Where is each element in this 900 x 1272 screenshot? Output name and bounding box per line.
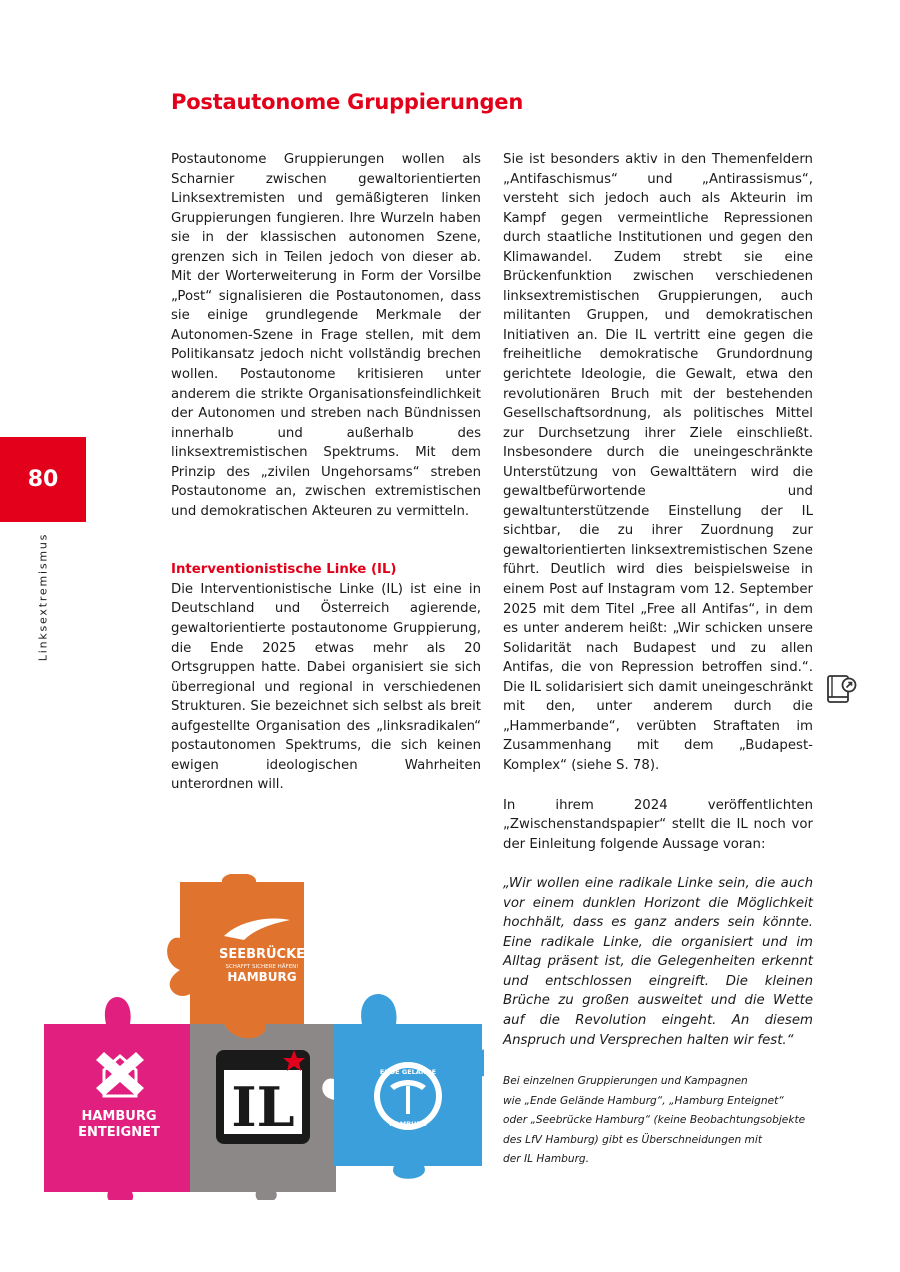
page-heading: Postautonome Gruppierungen <box>171 90 524 114</box>
caption-line: oder „Seebrücke Hamburg“ (keine Beobachtungsobjekte <box>503 1114 806 1127</box>
left-column <box>171 150 481 795</box>
section-label: Linksextremismus <box>36 532 50 662</box>
intro-paragraph: Postautonome Gruppierungen wollen als Scharnier zwischen gewaltorientierten Linksextremisten und gemäßigteren linken Gruppierungen fungieren. Ihre Wurzeln haben sie in der klassischen autonomen Szene, grenzen sich in Teilen jedoch von dieser ab. Mit der Worterweiterung in Form der Vorsilbe „Post“ signalisieren die Postautonomen, dass sie einige grundlegende Merkmale der Autonomen-Szene in Frage stellen, mit dem Politikansatz jedoch nicht vollständig brechen wollen. Postautonome kritisieren unter anderem die strikte Organisationsfeindlichkeit der Autonomen und streben nach Bündnissen innerhalb und außerhalb des linksextremistischen Spektrums. Mit dem Prinzip des „zivilen Ungehorsams“ streben Postautonome an, zwischen extremistischen und demokratischen Akteuren zu vermitteln. <box>171 152 481 519</box>
enteignet-puzzle-piece <box>44 997 207 1200</box>
caption-line: der IL Hamburg. <box>503 1153 590 1166</box>
page-number: 80 <box>27 467 59 492</box>
seebruecke-name: SEEBRÜCKE <box>218 947 306 962</box>
il-paragraph: Die Interventionistische Linke (IL) ist eine in Deutschland und Österreich agierende, gewaltorientierte postautonome Gruppierung, die Ende 2025 etwas mehr als 20 Ortsgruppen hatte. Dabei organisiert sie sich überregional und regional in verschiedenen Strukturen. Sie bezeichnet sich selbst als breit aufgestellte Organisation des „linksradikalen“ postautonomen Spektrums, die sich keinen ewigen ideologischen Wahrheiten unterordnen will. <box>171 581 481 793</box>
il-logo <box>216 1050 310 1144</box>
paper-paragraph: In ihrem 2024 veröffentlichten „Zwischenstandspapier“ stellt die IL noch vor der Einleitung folgende Aussage voran: <box>503 797 813 852</box>
activity-paragraph: Sie ist besonders aktiv in den Themenfeldern „Antifaschismus“ und „Antirassismus“, versteht sich jedoch auch als Akteurin im Kampf gegen vermeintliche Repressionen durch staatliche Institutionen und gegen den Klimawandel. Zudem strebt sie eine Brückenfunktion zwischen verschiedenen linksextremistischen Gruppierungen, auch militanten Gruppen, und demokratischen Initiativen an. Die IL vertritt eine gegen die freiheitliche demokratische Grundordnung gerichtete Ideologie, die Gewalt, etwa den revolutionären Bruch mit der bestehenden Gesellschaftsordnung, als politisches Mittel zur Durchsetzung ihrer Ziele einschließt. Insbesondere durch die uneingeschränkte Unterstützung von Gewalttätern wird die gewaltbefürwortende und gewaltunterstützende Einstellung der IL sichtbar, die zu ihrer Zuordnung zur gewaltorientierten linksextremistischen Szene führt. Deutlich wird dies beispielsweise in einem Post auf Instagram vom 12. September 2025 mit dem Titel „Free all Antifas“, in dem es unter anderem heißt: „Wir schicken unsere Solidarität nach Budapest und zu allen Antifas, die von Repression betroffen sind.“. Die IL solidarisiert sich damit uneingeschränkt mit den, unter anderem durch die „Hammerbande“, verübten Straftaten im Zusammenhang mit dem „Budapest-Komplex“ (siehe S. 78). <box>503 152 813 773</box>
caption-line: des LfV Hamburg) gibt es Überschneidungen mit <box>503 1133 762 1146</box>
seebruecke-tagline: SCHAFFT SICHERE HÄFEN! <box>225 964 299 970</box>
enteignet-line2: ENTEIGNET <box>78 1125 160 1140</box>
il-subheading: Interventionistische Linke (IL) <box>171 562 397 578</box>
seebruecke-city: HAMBURG <box>227 970 297 984</box>
enteignet-line1: HAMBURG <box>81 1109 157 1124</box>
page-number-tab <box>0 437 86 522</box>
image-caption <box>503 1072 813 1170</box>
caption-line: Bei einzelnen Gruppierungen und Kampagnen <box>503 1075 748 1087</box>
puzzle-graphic <box>44 874 484 1200</box>
right-column <box>503 150 813 1050</box>
book-link-icon[interactable] <box>823 672 859 708</box>
ende-gelaende-logo <box>374 1062 442 1130</box>
il-logo-text: IL <box>231 1075 295 1139</box>
quote-paragraph: „Wir wollen eine radikale Linke sein, die auch vor einem dunklen Horizont die Möglichkeit hochhält, dass es ganz anders sein könnte. Eine radikale Linke, die organisiert und im Alltag präsent ist, die Gelegenheiten erkennt und entschlossen eingreift. Die kleinen Brüche zu großen ausweitet und die Wette auf die Revolution eingeht. An diesem Anspruch und Versprechen halten wir fest.“ <box>503 876 813 1048</box>
ende-gelaende-bottom: HAMBURG <box>389 1120 427 1128</box>
ende-gelaende-top: ENDE GELÄNDE <box>379 1068 437 1076</box>
caption-line: wie „Ende Gelände Hamburg“, „Hamburg Enteignet“ <box>503 1094 784 1107</box>
